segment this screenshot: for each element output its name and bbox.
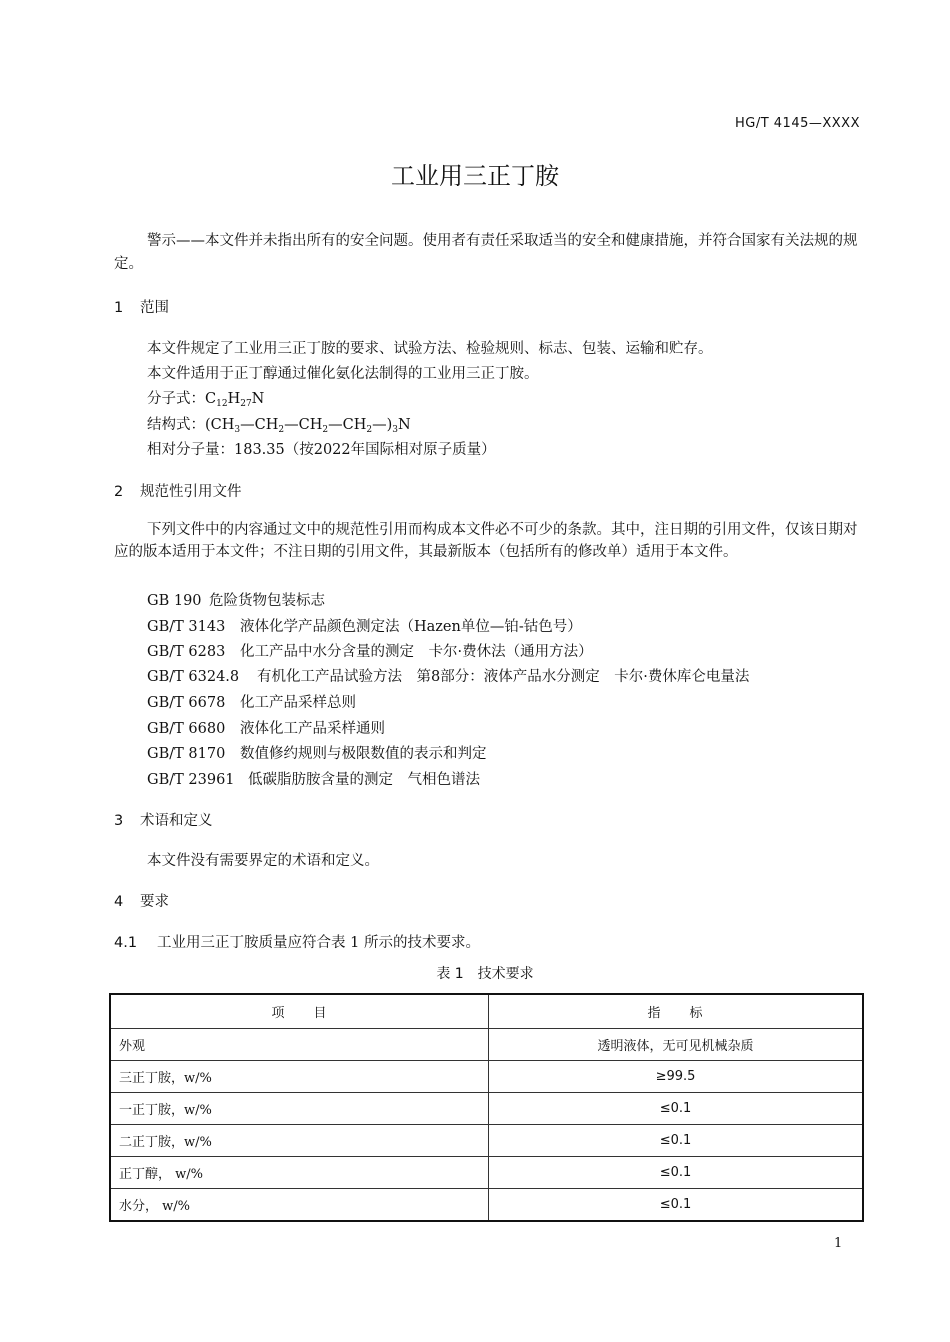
header-value: 指 标 <box>489 994 864 1029</box>
molecular-mass <box>147 438 496 459</box>
row-item: 外观 <box>110 1029 489 1061</box>
row-item: 水分， w/% <box>110 1189 489 1222</box>
page-number: 1 <box>834 1236 843 1251</box>
section-title: 范围 <box>140 300 169 316</box>
formula-h: H <box>227 391 241 407</box>
structure-sub: 2 <box>322 425 329 435</box>
row-item: 一正丁胺，w/% <box>110 1093 489 1125</box>
row-item: 二正丁胺，w/% <box>110 1125 489 1157</box>
formula-c-sub: 12 <box>216 399 228 409</box>
structure-sub: 3 <box>392 425 398 435</box>
structure-part: —CH <box>284 417 323 433</box>
reference-code: GB/T 23961 <box>147 772 235 788</box>
section-number: 1 <box>114 300 124 316</box>
reference-item <box>147 615 582 636</box>
clause-number: 4.1 <box>114 935 138 951</box>
row-item: 三正丁胺，w/% <box>110 1061 489 1093</box>
structure-part: —) <box>372 417 393 433</box>
section-1-heading <box>114 296 169 317</box>
section-number: 3 <box>114 813 124 829</box>
row-value: ≤0.1 <box>489 1157 864 1189</box>
reference-title: 有机化工产品试验方法 第8部分：液体产品水分测定 卡尔·费休库仑电量法 <box>257 669 750 685</box>
reference-code: GB/T 6678 <box>147 695 226 711</box>
section-title: 术语和定义 <box>140 813 213 829</box>
structure-label: 结构式： <box>147 417 205 433</box>
reference-title: 液体化学产品颜色测定法（Hazen单位—铂-钴色号） <box>240 619 582 635</box>
table-header-row <box>110 994 863 1029</box>
table-row <box>110 1061 863 1093</box>
clause-4-1 <box>114 931 480 952</box>
technical-requirements-table <box>109 993 864 1222</box>
section-number: 2 <box>114 484 124 500</box>
row-value: ≥99.5 <box>489 1061 864 1093</box>
structure-part: —CH <box>328 417 367 433</box>
reference-title: 化工产品采样总则 <box>240 695 356 711</box>
table-row <box>110 1189 863 1222</box>
section-number: 4 <box>114 894 124 910</box>
row-value: 透明液体，无可见机械杂质 <box>489 1029 864 1061</box>
table-row <box>110 1157 863 1189</box>
structure-sub: 2 <box>366 425 373 435</box>
formula-n: N <box>251 391 265 407</box>
table-title: 表 1 技术要求 <box>436 966 534 982</box>
warning-paragraph: 警示——本文件并未指出所有的安全问题。使用者有责任采取适当的安全和健康措施，并符合国家有关法规的规定。 <box>114 233 858 272</box>
reference-item <box>147 717 385 738</box>
reference-title: 危险货物包装标志 <box>209 593 325 609</box>
structure-part: N <box>398 417 411 433</box>
header-item: 项 目 <box>110 994 489 1029</box>
section-3-heading <box>114 809 213 830</box>
structure-sub: 2 <box>278 425 285 435</box>
structure-part: (CH <box>205 417 235 433</box>
reference-code: GB 190 <box>147 593 202 609</box>
structure-sub: 3 <box>234 425 241 435</box>
row-value: ≤0.1 <box>489 1125 864 1157</box>
mass-label: 相对分子量： <box>147 442 234 458</box>
reference-item <box>147 665 749 686</box>
section-2-heading <box>114 480 242 501</box>
formula-label: 分子式： <box>147 391 205 407</box>
terms-paragraph: 本文件没有需要界定的术语和定义。 <box>147 853 379 869</box>
reference-code: GB/T 6680 <box>147 721 226 737</box>
mass-value: 183.35（按2022年国际相对原子质量） <box>234 442 496 458</box>
reference-code: GB/T 6283 <box>147 644 226 660</box>
reference-title: 数值修约规则与极限数值的表示和判定 <box>240 746 487 762</box>
reference-code: GB/T 3143 <box>147 619 226 635</box>
structure-part: —CH <box>240 417 279 433</box>
row-value: ≤0.1 <box>489 1189 864 1222</box>
reference-item <box>147 691 356 712</box>
section-title: 要求 <box>140 894 169 910</box>
reference-item <box>147 589 325 610</box>
scope-paragraph-1: 本文件规定了工业用三正丁胺的要求、试验方法、检验规则、标志、包装、运输和贮存。 <box>147 341 713 357</box>
formula-c: C <box>205 391 217 407</box>
structural-formula <box>147 413 411 435</box>
reference-title: 低碳脂肪胺含量的测定 气相色谱法 <box>248 772 480 788</box>
section-4-heading <box>114 890 169 911</box>
molecular-formula <box>147 387 264 409</box>
reference-item <box>147 742 487 763</box>
references-intro: 下列文件中的内容通过文中的规范性引用而构成本文件必不可少的条款。其中，注日期的引用文件，仅该日期对应的版本适用于本文件；不注日期的引用文件，其最新版本（包括所有的修改单）适用于本文件。 <box>114 522 858 560</box>
reference-item <box>147 640 593 661</box>
table-row <box>110 1093 863 1125</box>
section-title: 规范性引用文件 <box>140 484 242 500</box>
formula-h-sub: 27 <box>240 399 252 409</box>
reference-code: GB/T 8170 <box>147 746 226 762</box>
reference-title: 化工产品中水分含量的测定 卡尔·费休法（通用方法） <box>240 644 593 660</box>
document-title: 工业用三正丁胺 <box>391 162 559 190</box>
reference-title: 液体化工产品采样通则 <box>240 721 385 737</box>
table-row <box>110 1125 863 1157</box>
reference-item <box>147 768 480 789</box>
row-value: ≤0.1 <box>489 1093 864 1125</box>
scope-paragraph-2: 本文件适用于正丁醇通过催化氨化法制得的工业用三正丁胺。 <box>147 366 539 382</box>
row-item: 正丁醇， w/% <box>110 1157 489 1189</box>
clause-text: 工业用三正丁胺质量应符合表 1 所示的技术要求。 <box>157 935 480 951</box>
standard-number: HG/T 4145—XXXX <box>734 116 860 131</box>
reference-code: GB/T 6324.8 <box>147 669 240 685</box>
table-row <box>110 1029 863 1061</box>
